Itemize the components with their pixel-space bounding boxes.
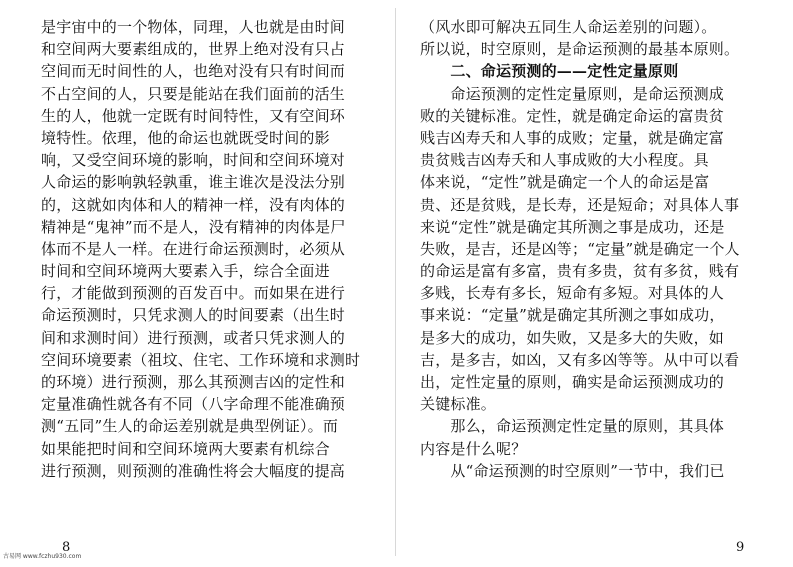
text-line: 吉，是多吉，如凶，又有多凶等等。从中可以看 bbox=[420, 350, 740, 369]
text-line: 精神是“鬼神”而不是人，没有精神的肉体是尸 bbox=[41, 217, 346, 236]
section-heading: 二、命运预测的——定性定量原则 bbox=[420, 62, 679, 81]
text-line: 多贱，长寿有多长，短命有多短。对具体的人 bbox=[420, 284, 725, 303]
text-line: 不占空间的人，只要是能站在我们面前的活生 bbox=[41, 84, 346, 103]
text-line: 内容是什么呢？ bbox=[420, 439, 527, 458]
text-line: 如果能把时间和空间环境两大要素有机综合 bbox=[41, 439, 330, 458]
text-line: 败的关键标准。定性，就是确定命运的富贵贫 bbox=[420, 106, 725, 125]
text-line: 间和求测时间）进行预测，或者只凭求测人的 bbox=[41, 328, 346, 347]
text-line: 进行预测，则预测的准确性将会大幅度的提高 bbox=[41, 461, 346, 480]
text-line: 命运预测的定性定量原则，是命运预测成 bbox=[420, 84, 725, 103]
text-line: 贵贫贱吉凶寿夭和人事成败的大小程度。具 bbox=[420, 151, 709, 170]
text-line: 响，又受空间环境的影响，时间和空间环境对 bbox=[41, 151, 346, 170]
left-page-text bbox=[41, 16, 377, 482]
text-line: 的环境）进行预测，那么其预测吉凶的定性和 bbox=[41, 373, 346, 391]
site-watermark: 古易网 www.fczhu930.com bbox=[3, 553, 82, 560]
text-line: 命运预测时，只凭求测人的时间要素（出生时 bbox=[41, 306, 346, 325]
text-line: 体来说，“定性”就是确定一个人的命运是富 bbox=[420, 173, 710, 192]
text-line: 来说“定性”就是确定其所测之事是成功，还是 bbox=[420, 217, 725, 236]
page-number: 9 bbox=[736, 540, 745, 555]
text-line: 空间环境要素（祖坟、住宅、工作环境和求测时 bbox=[41, 350, 361, 369]
text-line: 的，这就如肉体和人的精神一样，没有肉体的 bbox=[41, 195, 346, 214]
text-line: 和空间两大要素组成的，世界上绝对没有只占 bbox=[41, 40, 346, 59]
text-line: 失败，是吉，还是凶等；“定量”就是确定一个人 bbox=[420, 239, 740, 258]
text-line: 贵、还是贫贱，是长寿，还是短命；对具体人事 bbox=[420, 195, 740, 214]
text-line: 定量准确性就各有不同（八字命理不能准确预 bbox=[41, 395, 346, 414]
text-line: 出，定性定量的原则，确实是命运预测成功的 bbox=[420, 373, 725, 391]
left-page bbox=[0, 0, 396, 567]
text-line: 是宇宙中的一个物体，同理，人也就是由时间 bbox=[41, 18, 346, 36]
text-line: 体而不是人一样。在进行命运预测时，必须从 bbox=[41, 239, 346, 258]
text-line: 空间而无时间性的人，也绝对没有只有时间而 bbox=[41, 62, 346, 81]
text-line: 贱吉凶寿夭和人事的成败；定量，就是确定富 bbox=[420, 128, 725, 147]
right-page-text bbox=[420, 16, 765, 482]
text-line: 是多大的成功，如失败，又是多大的失败，如 bbox=[420, 328, 725, 347]
text-line: 行，才能做到预测的百发百中。而如果在进行 bbox=[41, 284, 346, 303]
text-line: 人命运的影响孰轻孰重，谁主谁次是没法分别 bbox=[41, 173, 346, 192]
text-line: （风水即可解决五同生人命运差别的问题）。 bbox=[420, 18, 717, 36]
text-line: 所以说，时空原则，是命运预测的最基本原则。 bbox=[420, 40, 740, 59]
text-line: 境特性。依理，他的命运也就既受时间的影 bbox=[41, 128, 330, 147]
text-line: 从“命运预测的时空原则”一节中，我们已 bbox=[420, 461, 725, 480]
text-line: 测“五同”生人的命运差别就是典型例证）。而 bbox=[41, 417, 339, 436]
page-number: 8 bbox=[62, 540, 71, 555]
text-line: 的命运是富有多富，贵有多贵，贫有多贫，贱有 bbox=[420, 262, 740, 281]
right-page bbox=[396, 0, 793, 567]
text-line: 关键标准。 bbox=[420, 395, 497, 414]
text-line: 时间和空间环境两大要素入手，综合全面进 bbox=[41, 262, 330, 281]
text-line: 事来说：“定量”就是确定其所测之事如成功， bbox=[420, 306, 725, 325]
text-line: 生的人，他就一定既有时间特性，又有空间环 bbox=[41, 106, 346, 125]
text-line: 那么，命运预测定性定量的原则，其具体 bbox=[420, 417, 725, 436]
